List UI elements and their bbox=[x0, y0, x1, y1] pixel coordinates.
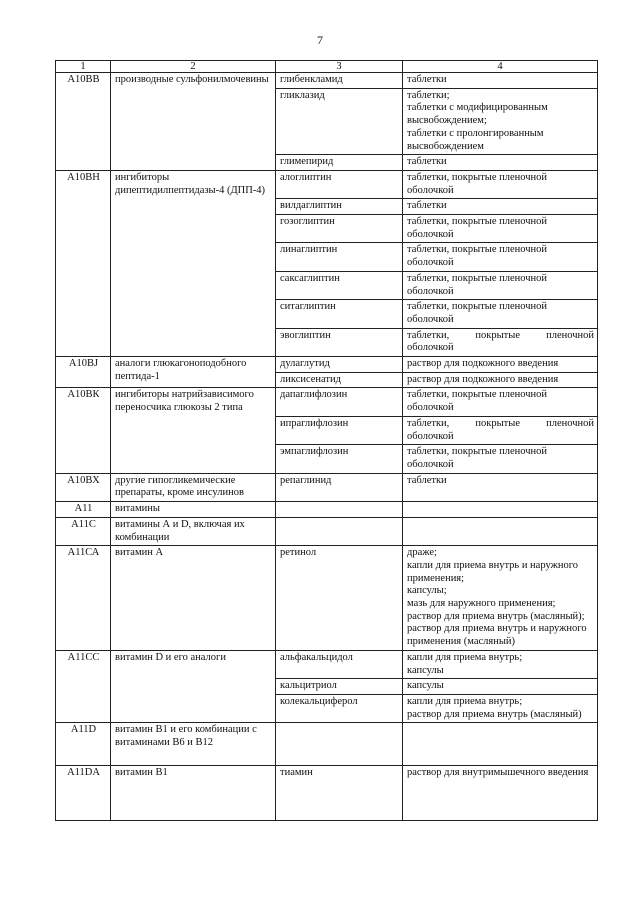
dosage-form-line: таблетки, покрытые пленочной оболочкой bbox=[407, 389, 548, 414]
dosage-form-line: таблетки с модифицированным высвобождением; bbox=[407, 102, 548, 127]
dosage-forms-cell bbox=[403, 723, 598, 766]
group-name-cell: витамин В1 и его комбинации с витаминами В6 и В12 bbox=[111, 723, 276, 766]
dosage-form-line: таблетки; bbox=[407, 89, 450, 101]
drug-name-cell: глимепирид bbox=[276, 155, 403, 171]
table-row bbox=[56, 546, 598, 651]
dosage-forms-cell bbox=[403, 300, 598, 328]
table-row bbox=[56, 73, 598, 89]
dosage-form-line: таблетки, покрытые пленочной оболочкой bbox=[407, 301, 548, 325]
group-name-cell: витамин В1 bbox=[111, 766, 276, 821]
table-row bbox=[56, 388, 598, 416]
page-number: 7 bbox=[317, 33, 323, 47]
dosage-form-line: таблетки, покрытые пленочной оболочкой bbox=[407, 244, 548, 269]
atc-code-cell: А10ВК bbox=[56, 388, 111, 473]
dosage-form-line: капсулы bbox=[407, 664, 444, 676]
table-row bbox=[56, 473, 598, 501]
atc-code-cell: A11D bbox=[56, 723, 111, 766]
drug-name-cell: ситаглиптин bbox=[276, 300, 403, 328]
dosage-form-line: раствор для приема внутрь (масляный); bbox=[407, 610, 585, 622]
dosage-form-line: таблетки, покрытые пленочной оболочкой bbox=[407, 329, 594, 354]
column-header-2: 2 bbox=[111, 61, 276, 73]
table-row bbox=[56, 723, 598, 766]
drug-name-cell: кальцитриол bbox=[276, 679, 403, 695]
table-row bbox=[56, 650, 598, 678]
dosage-forms-cell bbox=[403, 155, 598, 171]
dosage-forms-cell bbox=[403, 170, 598, 198]
dosage-forms-cell bbox=[403, 473, 598, 501]
column-header-1: 1 bbox=[56, 61, 111, 73]
dosage-forms-cell bbox=[403, 766, 598, 821]
dosage-form-line: раствор для приема внутрь и наружного применения (масляный) bbox=[407, 623, 587, 648]
dosage-forms-cell bbox=[403, 445, 598, 473]
table-row bbox=[56, 170, 598, 198]
dosage-form-line: таблетки, покрытые пленочной оболочкой bbox=[407, 446, 548, 470]
dosage-forms-cell bbox=[403, 416, 598, 444]
dosage-form-line: раствор для приема внутрь (масляный) bbox=[407, 708, 582, 720]
atc-code-cell: А11С bbox=[56, 517, 111, 545]
drug-name-cell: репаглинид bbox=[276, 473, 403, 501]
atc-code-cell: A10BJ bbox=[56, 357, 111, 388]
column-header-4: 4 bbox=[403, 61, 598, 73]
dosage-form-line: капли для приема внутрь; bbox=[407, 695, 523, 707]
dosage-form-line: таблетки с пролонгированным высвобождением bbox=[407, 127, 544, 152]
drug-name-cell: вилдаглиптин bbox=[276, 199, 403, 215]
dosage-form-line: капли для приема внутрь; bbox=[407, 651, 523, 663]
drug-name-cell: колекальциферол bbox=[276, 694, 403, 722]
dosage-forms-cell bbox=[403, 328, 598, 356]
group-name-cell: аналоги глюкагоноподобного пептида-1 bbox=[111, 357, 276, 388]
atc-code-cell: А10ВВ bbox=[56, 73, 111, 171]
group-name-cell: витамины bbox=[111, 502, 276, 518]
dosage-forms-cell bbox=[403, 73, 598, 89]
table-header-row bbox=[56, 61, 598, 73]
dosage-form-line: таблетки bbox=[407, 74, 447, 85]
atc-code-cell: А10ВХ bbox=[56, 473, 111, 501]
medicines-table bbox=[55, 60, 598, 821]
dosage-forms-cell bbox=[403, 357, 598, 373]
dosage-form-line: капсулы; bbox=[407, 585, 447, 597]
dosage-forms-cell bbox=[403, 517, 598, 545]
drug-name-cell: ретинол bbox=[276, 546, 403, 651]
drug-name-cell: гозоглиптин bbox=[276, 215, 403, 243]
dosage-forms-cell bbox=[403, 271, 598, 299]
group-name-cell: витамин D и его аналоги bbox=[111, 650, 276, 723]
column-header-3: 3 bbox=[276, 61, 403, 73]
drug-name-cell: дапаглифлозин bbox=[276, 388, 403, 416]
atc-code-cell: А11 bbox=[56, 502, 111, 518]
drug-name-cell: дулаглутид bbox=[276, 357, 403, 373]
dosage-forms-cell bbox=[403, 679, 598, 695]
dosage-form-line: раствор для подкожного введения bbox=[407, 373, 559, 385]
dosage-form-line: таблетки bbox=[407, 200, 447, 212]
drug-name-cell: альфакальцидол bbox=[276, 650, 403, 678]
drug-name-cell bbox=[276, 517, 403, 545]
dosage-form-line: капли для приема внутрь и наружного применения; bbox=[407, 559, 578, 584]
drug-name-cell: алоглиптин bbox=[276, 170, 403, 198]
dosage-forms-cell bbox=[403, 694, 598, 722]
table-row bbox=[56, 502, 598, 518]
table-body bbox=[56, 73, 598, 821]
drug-name-cell: ликсисенатид bbox=[276, 372, 403, 388]
dosage-forms-cell bbox=[403, 650, 598, 678]
dosage-forms-cell bbox=[403, 243, 598, 271]
atc-code-cell: А11СС bbox=[56, 650, 111, 723]
dosage-form-line: капсулы bbox=[407, 680, 444, 692]
drug-name-cell: глибенкламид bbox=[276, 73, 403, 89]
drug-name-cell bbox=[276, 502, 403, 518]
dosage-form-line: драже; bbox=[407, 547, 437, 559]
group-name-cell: ингибиторы дипептидилпептидазы-4 (ДПП-4) bbox=[111, 170, 276, 356]
dosage-form-line: раствор для подкожного введения bbox=[407, 358, 559, 370]
drug-name-cell: эвоглиптин bbox=[276, 328, 403, 356]
dosage-forms-cell bbox=[403, 88, 598, 155]
group-name-cell: производные сульфонилмочевины bbox=[111, 73, 276, 171]
drug-name-cell: ипраглифлозин bbox=[276, 416, 403, 444]
dosage-forms-cell bbox=[403, 502, 598, 518]
dosage-forms-cell bbox=[403, 388, 598, 416]
drug-name-cell: эмпаглифлозин bbox=[276, 445, 403, 473]
table-row bbox=[56, 766, 598, 821]
drug-name-cell: тиамин bbox=[276, 766, 403, 821]
dosage-form-line: раствор для внутримышечного введения bbox=[407, 767, 589, 779]
dosage-forms-cell bbox=[403, 215, 598, 243]
atc-code-cell: А10ВН bbox=[56, 170, 111, 356]
atc-code-cell: A11DA bbox=[56, 766, 111, 821]
dosage-forms-cell bbox=[403, 546, 598, 651]
atc-code-cell: А11СА bbox=[56, 546, 111, 651]
dosage-forms-cell bbox=[403, 199, 598, 215]
dosage-form-line: таблетки bbox=[407, 156, 447, 168]
table-row bbox=[56, 517, 598, 545]
group-name-cell: витамины А и D, включая их комбинации bbox=[111, 517, 276, 545]
group-name-cell: другие гипогликемические препараты, кроме инсулинов bbox=[111, 473, 276, 501]
drug-name-cell: гликлазид bbox=[276, 88, 403, 155]
drug-name-cell: линаглиптин bbox=[276, 243, 403, 271]
drug-name-cell: саксаглиптин bbox=[276, 271, 403, 299]
table-row bbox=[56, 357, 598, 373]
group-name-cell: витамин А bbox=[111, 546, 276, 651]
dosage-form-line: мазь для наружного применения; bbox=[407, 598, 556, 610]
dosage-forms-cell bbox=[403, 372, 598, 388]
dosage-form-line: таблетки, покрытые пленочной оболочкой bbox=[407, 417, 594, 442]
dosage-form-line: таблетки bbox=[407, 474, 447, 486]
drug-name-cell bbox=[276, 723, 403, 766]
dosage-form-line: таблетки, покрытые пленочной оболочкой bbox=[407, 171, 548, 196]
group-name-cell: ингибиторы натрийзависимого переносчика глюкозы 2 типа bbox=[111, 388, 276, 473]
dosage-form-line: таблетки, покрытые пленочной оболочкой bbox=[407, 272, 548, 297]
dosage-form-line: таблетки, покрытые пленочной оболочкой bbox=[407, 216, 548, 240]
